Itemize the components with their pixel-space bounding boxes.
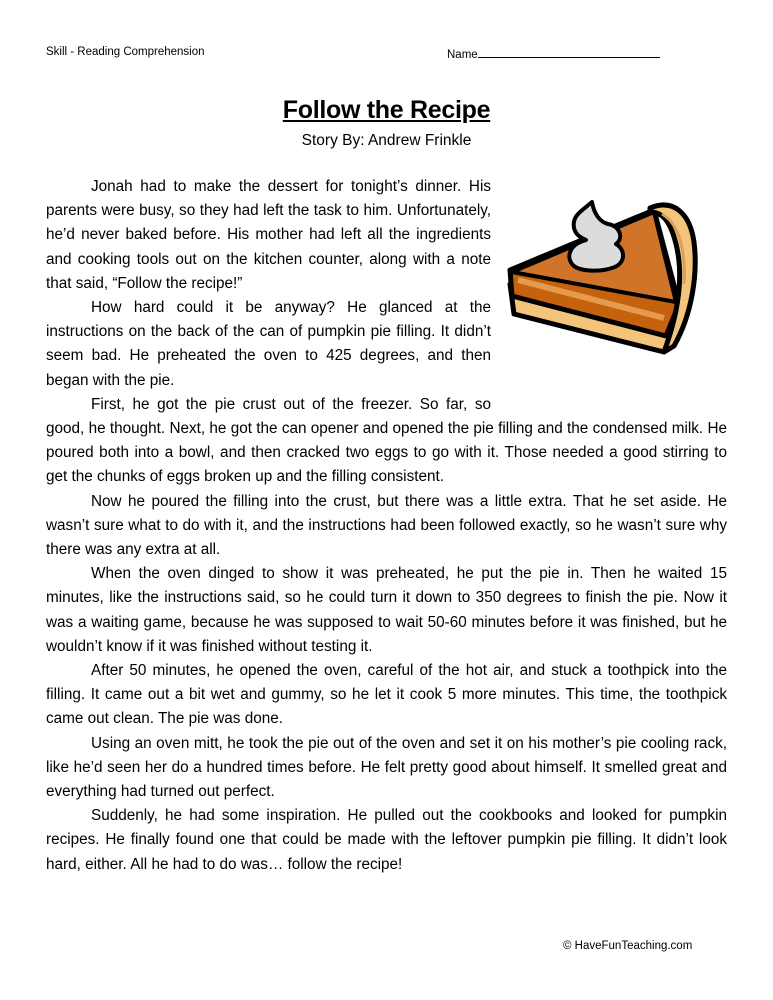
illustration-spacer (491, 175, 727, 397)
story-paragraph-7: Using an oven mitt, he took the pie out of the oven and set it on his mother’s pie cooling rack, like he’d seen her do a hundred times before. He felt pretty good about himself. It smelled great and everything had turned out perfect. (46, 734, 727, 801)
story-paragraph-2: How hard could it be anyway? He glanced at the instructions on the back of the can of pumpkin pie filling. It didn’t seem bad. He preheated the oven to 425 degrees, and then began with the pie. (46, 299, 491, 389)
story-paragraph-5: When the oven dinged to show it was preheated, he put the pie in. Then he waited 15 minutes, like the instructions said, so he could turn it down to 350 degrees to finish the pie. Now it was a waiting game, because he was supposed to wait 50-60 minutes before it was finished, but he wouldn’t know if it was finished without testing it. (46, 565, 727, 655)
story-paragraph-3: First, he got the pie crust out of the freezer. So far, so good, he thought. Next, he got the can opener and opened the pie filling and the condensed milk. He poured both into a bowl, and then cracked two eggs to go with it. Those needed a good stirring to get the chunks of eggs broken up and the filling consistent. (46, 395, 727, 486)
story-paragraph-6: After 50 minutes, he opened the oven, careful of the hot air, and stuck a toothpick into the filling. It came out a bit wet and gummy, so he let it cook 5 more minutes. This time, the toothpick came out clean. The pie was done. (46, 662, 727, 728)
story-title: Follow the Recipe (282, 96, 491, 124)
story-paragraph-1: Jonah had to make the dessert for tonight’s dinner. His parents were busy, so they had left the task to him. Unfortunately, he’d never baked before. His mother had left all the ingredients and cooking tools out on the kitchen counter, along with a note that said, “Follow the recipe!” (46, 178, 491, 292)
skill-label: Skill - Reading Comprehension (46, 46, 205, 58)
name-blank-line (478, 46, 660, 58)
story-byline: Story By: Andrew Frinkle (301, 132, 472, 149)
story-paragraph-4: Now he poured the filling into the crust, but there was a little extra. That he set aside. He wasn’t sure what to do with it, and the instructions had been followed exactly, so he wasn’t sure why there was any extra at all. (46, 492, 727, 559)
name-label: Name (447, 49, 478, 61)
copyright-footer: © HaveFunTeaching.com (563, 940, 693, 952)
story-paragraph-8: Suddenly, he had some inspiration. He pulled out the cookbooks and looked for pumpkin recipes. He finally found one that could be made with the leftover pumpkin pie filling. It didn’t look hard, either. All he had to do was… follow the recipe! (46, 807, 727, 873)
name-field (447, 46, 660, 61)
story-body (46, 175, 727, 877)
